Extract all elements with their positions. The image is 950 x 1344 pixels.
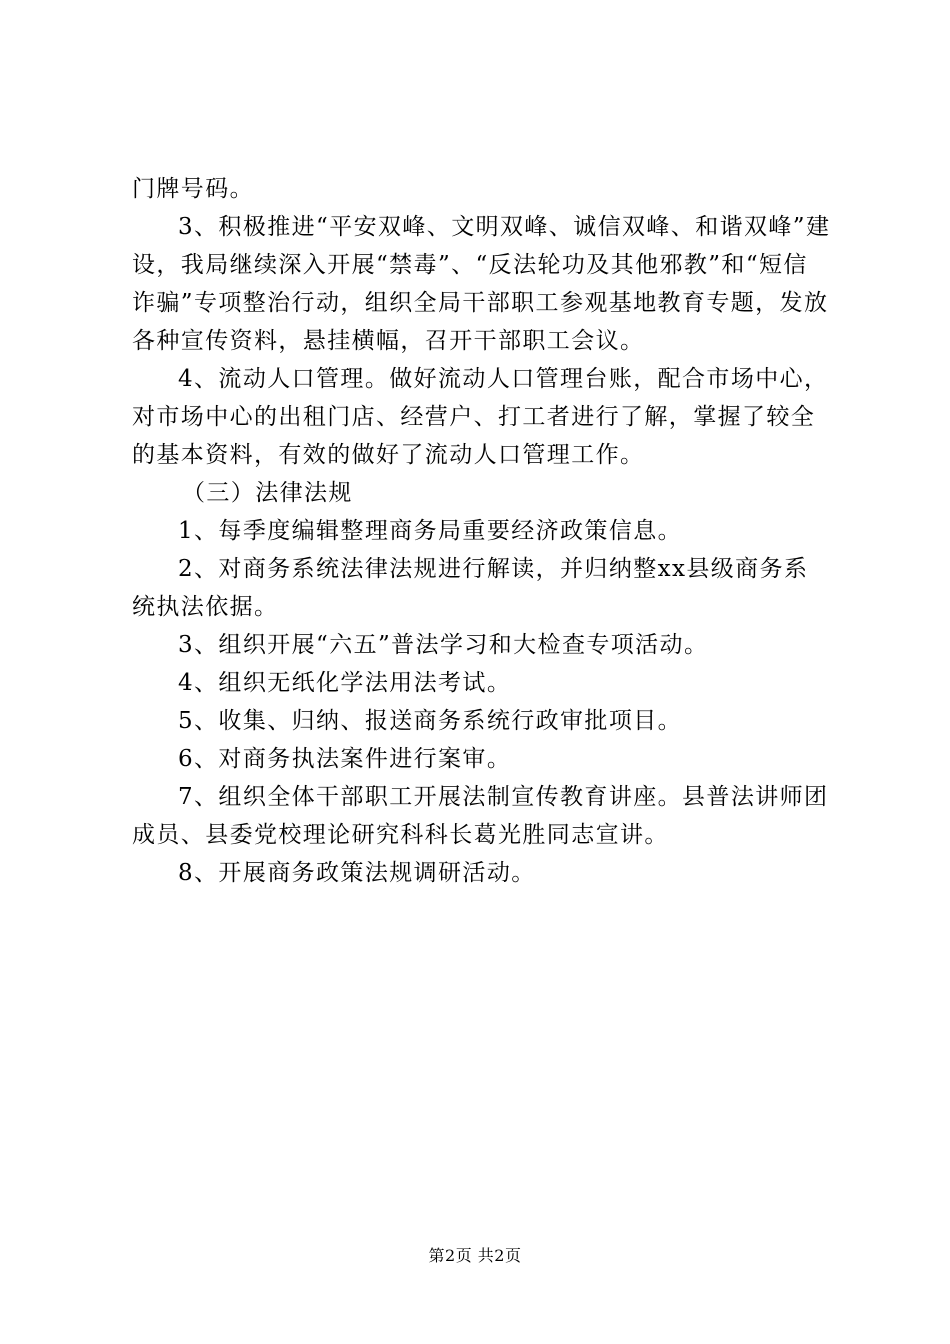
document-body [132, 170, 832, 892]
law-item-1: 1、每季度编辑整理商务局重要经济政策信息。 [178, 518, 683, 544]
paragraph-item-4: 4、流动人口管理。做好流动人口管理台账，配合市场中心，对市场中心的出租门店、经营户、打工者进行了解，掌握了较全的基本资料，有效的做好了流动人口管理工作。 [132, 366, 829, 468]
law-item-6: 6、对商务执法案件进行案审。 [178, 746, 512, 772]
law-item-4: 4、组织无纸化学法用法考试。 [178, 670, 512, 696]
law-item-7: 7、组织全体干部职工开展法制宣传教育讲座。县普法讲师团成员、县委党校理论研究科科长葛光胜同志宣讲。 [132, 784, 829, 848]
law-item-5: 5、收集、归纳、报送商务系统行政审批项目。 [178, 708, 683, 734]
section-heading: （三）法律法规 [182, 480, 353, 506]
paragraph-item-3: 3、积极推进“平安双峰、文明双峰、诚信双峰、和谐双峰”建设，我局继续深入开展“禁毒”、“反法轮功及其他邪教”和“短信诈骗”专项整治行动，组织全局干部职工参观基地教育专题，发放各种宣传资料，悬挂横幅，召开干部职工会议。 [132, 214, 831, 354]
law-item-3: 3、组织开展“六五”普法学习和大检查专项活动。 [178, 632, 709, 658]
page-footer: 第2页 共2页 [428, 1246, 522, 1265]
paragraph-continuation: 门牌号码。 [132, 176, 254, 202]
law-item-8: 8、开展商务政策法规调研活动。 [178, 860, 536, 886]
law-item-2: 2、对商务系统法律法规进行解读，并归纳整xx县级商务系统执法依据。 [132, 556, 809, 620]
